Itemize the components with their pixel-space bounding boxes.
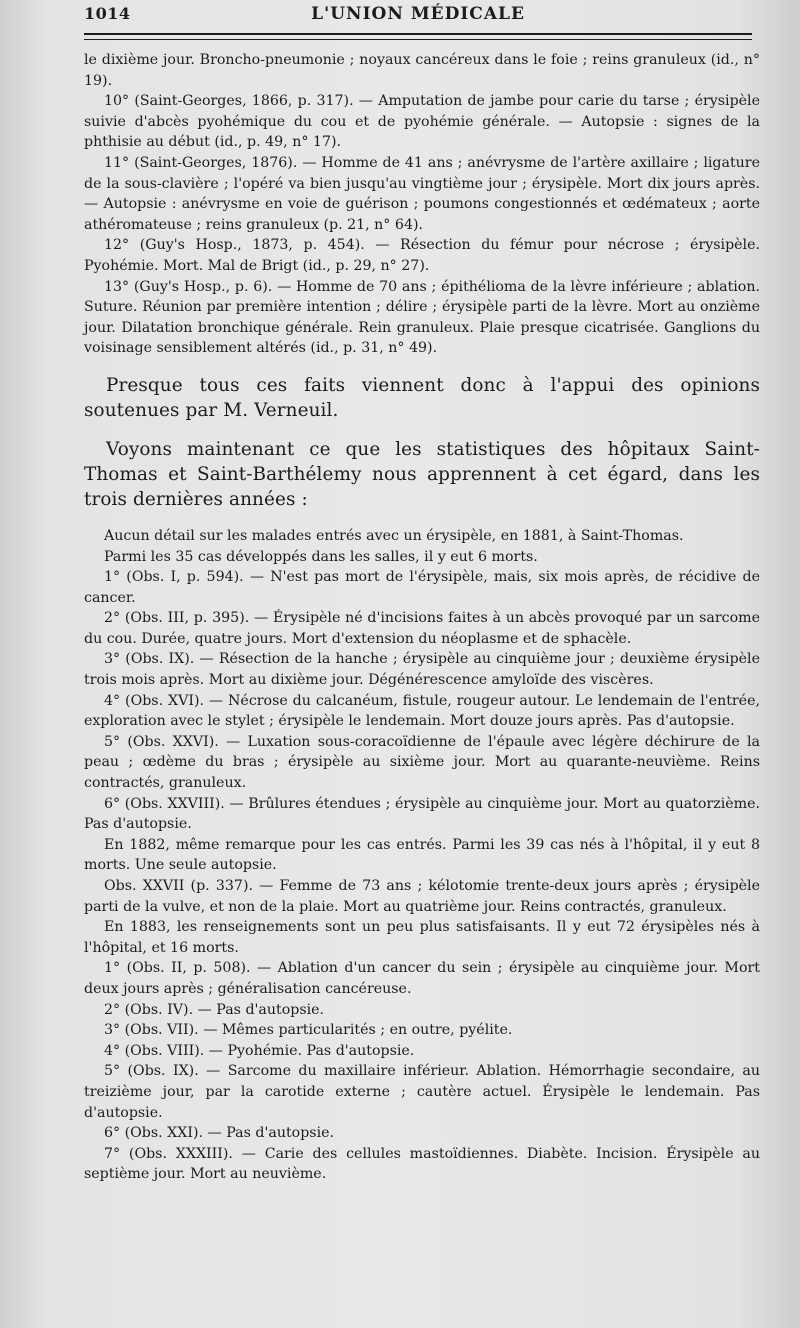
main-paragraph-statistics: Voyons maintenant ce que les statistiques des hôpitaux Saint-Thomas et Saint-Barthélemy nous apprennent à cet égard, dans les trois dernières années : [84,438,760,510]
obs-1881-5: 5° (Obs. XXVI). — Luxation sous-coracoïdienne de l'épaule avec légère déchirure de la peau ; œdème du bras ; érysipèle au sixième jour. Mort au quarante-neuvième. Reins contractés, granuleux. [84,733,760,792]
case-10: 10° (Saint-Georges, 1866, p. 317). — Amputation de jambe pour carie du tarse ; érysipèle suivie d'abcès pyohémique du cou et de pyohémie générale. — Autopsie : signes de la phthisie au début (id., p. 49, n° 17). [84,93,760,151]
obs-1881-4: 4° (Obs. XVI). — Nécrose du calcanéum, fistule, rougeur autour. Le lendemain de l'entrée, exploration avec le stylet ; érysipèle le lendemain. Mort douze jours après. Pas d'autopsie. [84,692,760,730]
note-1882: En 1882, même remarque pour les cas entrés. Parmi les 39 cas nés à l'hôpital, il y eut 8 morts. Une seule autopsie. [84,836,760,874]
header-rule [84,33,752,35]
obs-1883-3: 3° (Obs. VII). — Mêmes particularités ; en outre, pyélite. [104,1022,513,1039]
main-paragraph-verneuil: Presque tous ces faits viennent donc à l'appui des opinions soutenues par M. Verneuil. [84,374,760,421]
case-11: 11° (Saint-Georges, 1876). — Homme de 41 ans ; anévrysme de l'artère axillaire ; ligature de la sous-clavière ; l'opéré va bien jusqu'au vingtième jour ; érysipèle. Mort dix jours après. — Autopsie : anévrysme en voie de guérison ; poumons congestionnés et œdémateux ; aorte athéromateuse ; reins granuleux (p. 21, n° 64). [84,154,760,233]
journal-title: L'UNION MÉDICALE [311,4,525,24]
obs-1882-xxvii: Obs. XXVII (p. 337). — Femme de 73 ans ; kélotomie trente-deux jours après ; érysipèle parti de la vulve, et non de la plaie. Mort au quatrième jour. Reins contractés, granuleux. [84,878,760,915]
case-12: 12° (Guy's Hosp., 1873, p. 454). — Résection du fémur pour nécrose ; érysipèle. Pyohémie. Mort. Mal de Brigt (id., p. 29, n° 27). [84,237,760,274]
case-13: 13° (Guy's Hosp., p. 6). — Homme de 70 ans ; épithélioma de la lèvre inférieure ; ablation. Suture. Réunion par première intention ; délire ; érysipèle parti de la lèvre. Mort au onzième jour. Dilatation bronchique générale. Rein granuleux. Plaie presque cicatrisée. Ganglions du voisinage sensiblement altérés (id., p. 31, n° 49). [84,278,760,357]
obs-1883-7: 7° (Obs. XXXIII). — Carie des cellules mastoïdiennes. Diabète. Incision. Érysipèle au septième jour. Mort au neuvième. [84,1145,760,1183]
note-1881-count: Parmi les 35 cas développés dans les salles, il y eut 6 morts. [104,548,538,565]
obs-1883-1: 1° (Obs. II, p. 508). — Ablation d'un cancer du sein ; érysipèle au cinquième jour. Mort deux jours après ; généralisation cancéreuse. [84,960,760,997]
note-1881-intro: Aucun détail sur les malades entrés avec un érysipèle, en 1881, à Saint-Thomas. [104,527,684,544]
obs-1883-2: 2° (Obs. IV). — Pas d'autopsie. [104,1001,325,1018]
running-head [84,4,752,28]
page-body [84,50,760,1185]
paragraph-continuation: le dixième jour. Broncho-pneumonie ; noyaux cancéreux dans le foie ; reins granuleux (id., n° 19). [84,52,760,89]
obs-1883-4: 4° (Obs. VIII). — Pyohémie. Pas d'autopsie. [104,1042,415,1059]
obs-1881-1: 1° (Obs. I, p. 594). — N'est pas mort de l'érysipèle, mais, six mois après, de récidive de cancer. [84,569,760,606]
obs-1881-3: 3° (Obs. IX). — Résection de la hanche ; érysipèle au cinquième jour ; deuxième érysipèle trois mois après. Mort au dixième jour. Dégénérescence amyloïde des viscères. [84,651,760,689]
page-number: 1014 [84,4,131,23]
obs-1881-2: 2° (Obs. III, p. 395). — Érysipèle né d'incisions faites à un abcès provoqué par un sarcome du cou. Durée, quatre jours. Mort d'extension du néoplasme et de sphacèle. [84,610,760,647]
header-rule-thin [84,39,752,40]
obs-1883-5: 5° (Obs. IX). — Sarcome du maxillaire inférieur. Ablation. Hémorrhagie secondaire, au treizième jour, par la carotide externe ; cautère actuel. Érysipèle le lendemain. Pas d'autopsie. [84,1063,760,1121]
obs-1883-6: 6° (Obs. XXI). — Pas d'autopsie. [104,1125,335,1142]
obs-1881-6: 6° (Obs. XXVIII). — Brûlures étendues ; érysipèle au cinquième jour. Mort au quatorzième. Pas d'autopsie. [84,795,760,833]
note-1883: En 1883, les renseignements sont un peu plus satisfaisants. Il y eut 72 érysipèles nés à l'hôpital, et 16 morts. [84,919,760,956]
